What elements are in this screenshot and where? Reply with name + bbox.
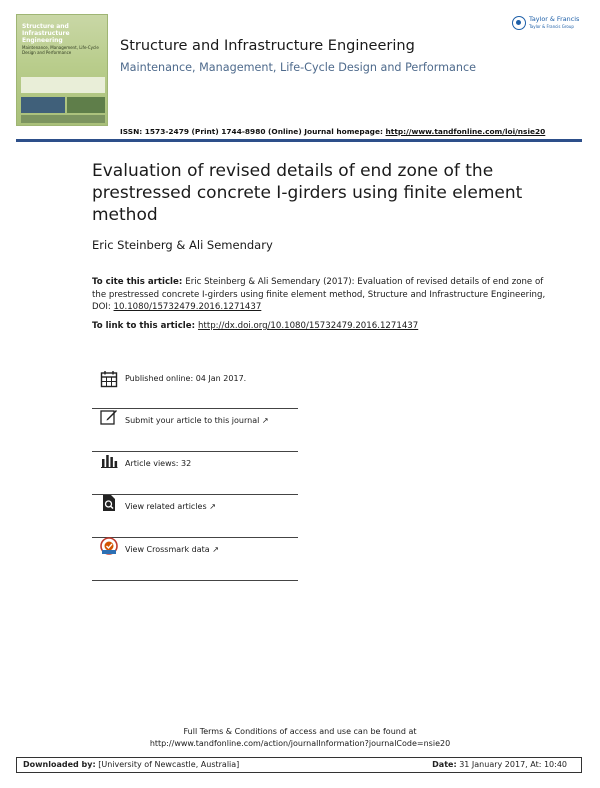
downloaded-by-label: Downloaded by: <box>23 760 96 769</box>
citation-text: Eric Steinberg & Ali Semendary (2017): Evaluation of revised details of end zone of the prestressed concrete I-girders using finite element method, Structure and Infrastructure Engineering, DOI: <box>92 277 546 313</box>
cover-photo <box>21 115 105 123</box>
terms-link[interactable]: http://www.tandfonline.com/action/journalInformation?journalCode=nsie20 <box>149 739 451 748</box>
issn-line <box>120 127 545 136</box>
download-info-bar <box>16 757 582 773</box>
citation-label: To cite this article: <box>92 277 186 287</box>
journal-cover-thumbnail <box>16 14 108 126</box>
publisher-logo <box>512 14 584 38</box>
related-articles-label: View related articles <box>125 502 207 511</box>
cover-photo <box>21 97 65 113</box>
calendar-icon <box>100 370 118 388</box>
crossmark-row[interactable] <box>92 537 298 581</box>
crossmark-label: View Crossmark data <box>125 545 210 554</box>
related-row[interactable] <box>92 494 298 538</box>
article-views: Article views: 32 <box>125 459 192 468</box>
downloaded-by <box>23 760 239 769</box>
article-authors: Eric Steinberg & Ali Semendary <box>92 238 273 252</box>
crossmark-link[interactable] <box>125 545 219 554</box>
cover-subtitle: Maintenance, Management, Life-Cycle Design and Performance <box>22 45 99 55</box>
crossmark-icon <box>100 537 118 555</box>
download-date-label: Date: <box>432 760 457 769</box>
cover-strip <box>21 77 105 93</box>
publisher-logo-icon <box>512 16 526 30</box>
bar-chart-icon <box>100 451 118 469</box>
article-link-label: To link to this article: <box>92 321 199 331</box>
external-link-icon: ↗ <box>209 502 216 511</box>
document-search-icon <box>100 494 118 512</box>
citation-block <box>92 276 552 314</box>
views-row <box>92 451 298 495</box>
published-date: Published online: 04 Jan 2017. <box>125 374 247 383</box>
article-link[interactable]: http://dx.doi.org/10.1080/15732479.2016.1271437 <box>198 321 419 331</box>
submit-row[interactable] <box>92 408 298 452</box>
external-link-icon: ↗ <box>212 545 219 554</box>
journal-subtitle: Maintenance, Management, Life-Cycle Design and Performance <box>120 61 476 74</box>
downloaded-by-value: [University of Newcastle, Australia] <box>95 760 240 769</box>
cover-photo <box>67 97 105 113</box>
submit-article-label: Submit your article to this journal <box>125 416 260 425</box>
related-articles-link[interactable] <box>125 502 216 511</box>
citation-doi-link[interactable]: 10.1080/15732479.2016.1271437 <box>113 302 262 313</box>
journal-title: Structure and Infrastructure Engineering <box>120 38 415 54</box>
submit-article-link[interactable] <box>125 416 269 425</box>
issn-text: ISSN: 1573-2479 (Print) 1744-8980 (Online) Journal homepage: <box>120 127 386 136</box>
edit-icon <box>100 408 118 426</box>
download-date-value: 31 January 2017, At: 10:40 <box>456 760 567 769</box>
external-link-icon: ↗ <box>261 416 269 425</box>
article-title: Evaluation of revised details of end zone of the prestressed concrete I-girders using finite element method <box>92 161 523 225</box>
journal-homepage-link[interactable]: http://www.tandfonline.com/loi/nsie20 <box>385 127 546 136</box>
header-divider <box>16 139 582 142</box>
article-link-line <box>92 321 552 331</box>
terms-line: Full Terms & Conditions of access and use can be found at <box>183 727 417 736</box>
publisher-tagline: Taylor & Francis Group <box>529 24 574 29</box>
download-date <box>432 760 567 769</box>
published-row <box>92 365 298 409</box>
publisher-brand: Taylor & Francis <box>529 15 580 23</box>
cover-title: Structure and Infrastructure Engineering <box>22 23 70 44</box>
